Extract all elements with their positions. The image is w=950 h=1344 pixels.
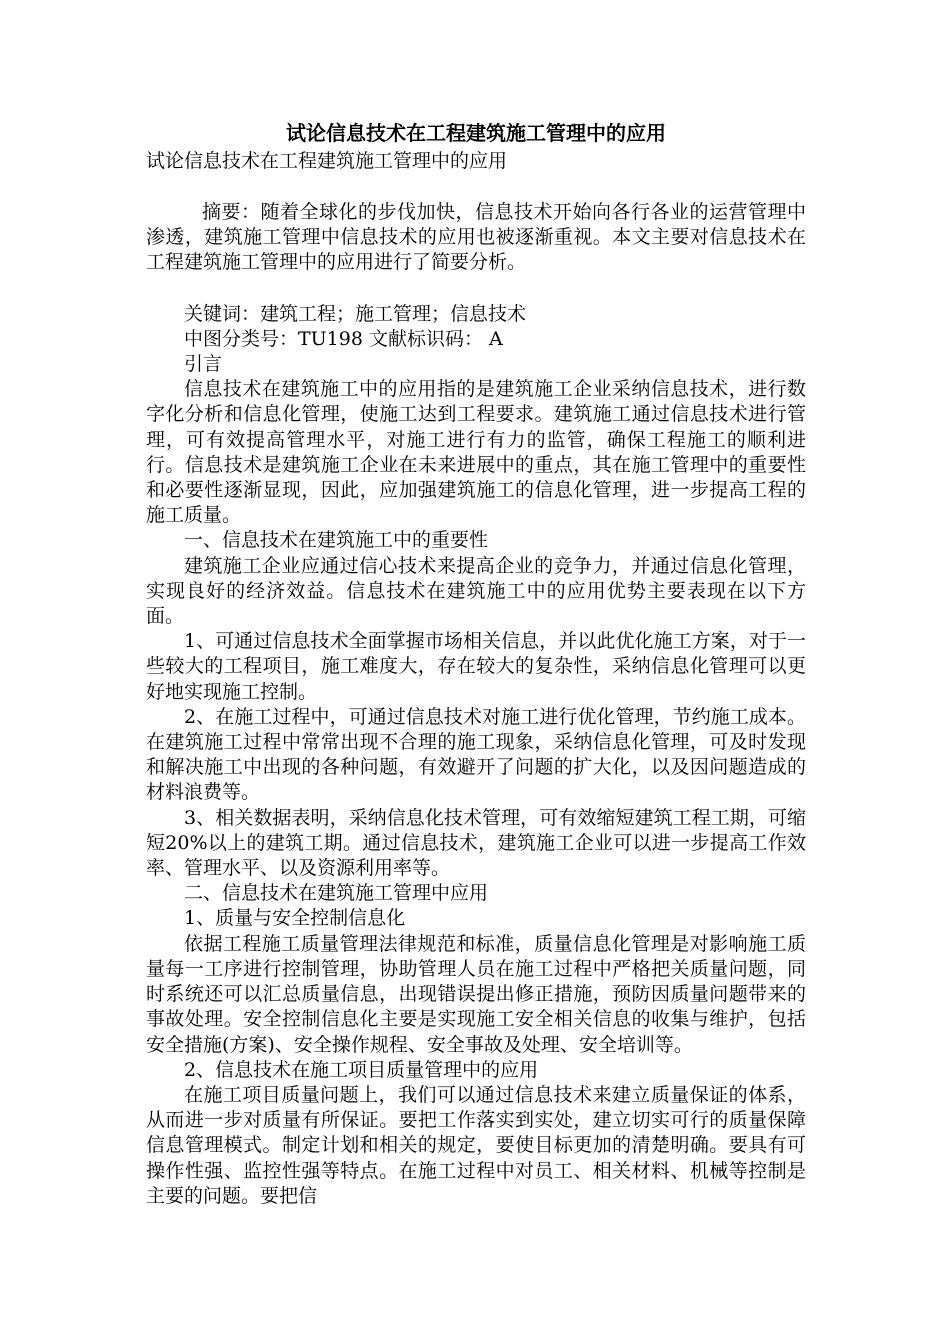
sub2-heading: 2、信息技术在施工项目质量管理中的应用 (184, 1058, 539, 1081)
keywords-line: 关键词：建筑工程；施工管理；信息技术 (184, 302, 527, 325)
sub1-heading: 1、质量与安全控制信息化 (184, 907, 406, 930)
point2-paragraph: 2、在施工过程中，可通过信息技术对施工进行优化管理，节约施工成本。在建筑施工过程中常常出现不合理的施工现象，采纳信息化管理，可及时发现和解决施工中出现的各种问题，有效避开了问题的扩大化，以及因问题造成的材料浪费等。 (146, 705, 806, 804)
section1-heading: 一、信息技术在建筑施工中的重要性 (184, 529, 489, 552)
point1-paragraph: 1、可通过信息技术全面掌握市场相关信息，并以此优化施工方案，对于一些较大的工程项目，施工难度大，存在较大的复杂性，采纳信息化管理可以更好地实现施工控制。 (146, 630, 806, 703)
section1-paragraph: 建筑施工企业应通过信心技术来提高企业的竞争力，并通过信息化管理，实现良好的经济效益。信息技术在建筑施工中的应用优势主要表现在以下方面。 (146, 554, 806, 628)
sub1-paragraph: 依据工程施工质量管理法律规范和标准，质量信息化管理是对影响施工质量每一工序进行控制管理，协助管理人员在施工过程中严格把关质量问题，同时系统还可以汇总质量信息，出现错误提出修正措施，预防因质量问题带来的事故处理。安全控制信息化主要是实现施工安全相关信息的收集与维护，包括安全措施(方案)、安全操作规程、安全事故及处理、安全培训等。 (146, 932, 806, 1056)
intro-heading: 引言 (184, 353, 223, 376)
document-title: 试论信息技术在工程建筑施工管理中的应用 (286, 121, 666, 145)
document-subtitle: 试论信息技术在工程建筑施工管理中的应用 (146, 150, 508, 172)
intro-paragraph: 信息技术在建筑施工中的应用指的是建筑施工企业采纳信息技术，进行数字化分析和信息化管理，使施工达到工程要求。建筑施工通过信息技术进行管理，可有效提高管理水平，对施工进行有力的监管，确保工程施工的顺利进行。信息技术是建筑施工企业在未来进展中的重点，其在施工管理中的重要性和必要性逐渐显现，因此，应加强建筑施工的信息化管理，进一步提高工程的施工质量。 (146, 378, 806, 527)
abstract-paragraph: 摘要：随着全球化的步伐加快，信息技术开始向各行各业的运营管理中渗透，建筑施工管理中信息技术的应用也被逐渐重视。本文主要对信息技术在工程建筑施工管理中的应用进行了简要分析。 (146, 201, 806, 274)
section2-heading: 二、信息技术在建筑施工管理中应用 (184, 882, 489, 905)
document-body (146, 118, 806, 1209)
point3-paragraph: 3、相关数据表明，采纳信息化技术管理，可有效缩短建筑工程工期，可缩短20%以上的建筑工期。通过信息技术，建筑施工企业可以进一步提高工作效率、管理水平、以及资源利用率等。 (146, 806, 806, 880)
sub2-paragraph: 在施工项目质量问题上，我们可以通过信息技术来建立质量保证的体系，从而进一步对质量有所保证。要把工作落实到实处，建立切实可行的质量保障信息管理模式。制定计划和相关的规定，要使目标更加的清楚明确。要具有可操作性强、监控性强等特点。在施工过程中对员工、相关材料、机械等控制是主要的问题。要把信 (146, 1083, 806, 1207)
classification-line: 中图分类号：TU198 文献标识码： A (184, 327, 503, 350)
